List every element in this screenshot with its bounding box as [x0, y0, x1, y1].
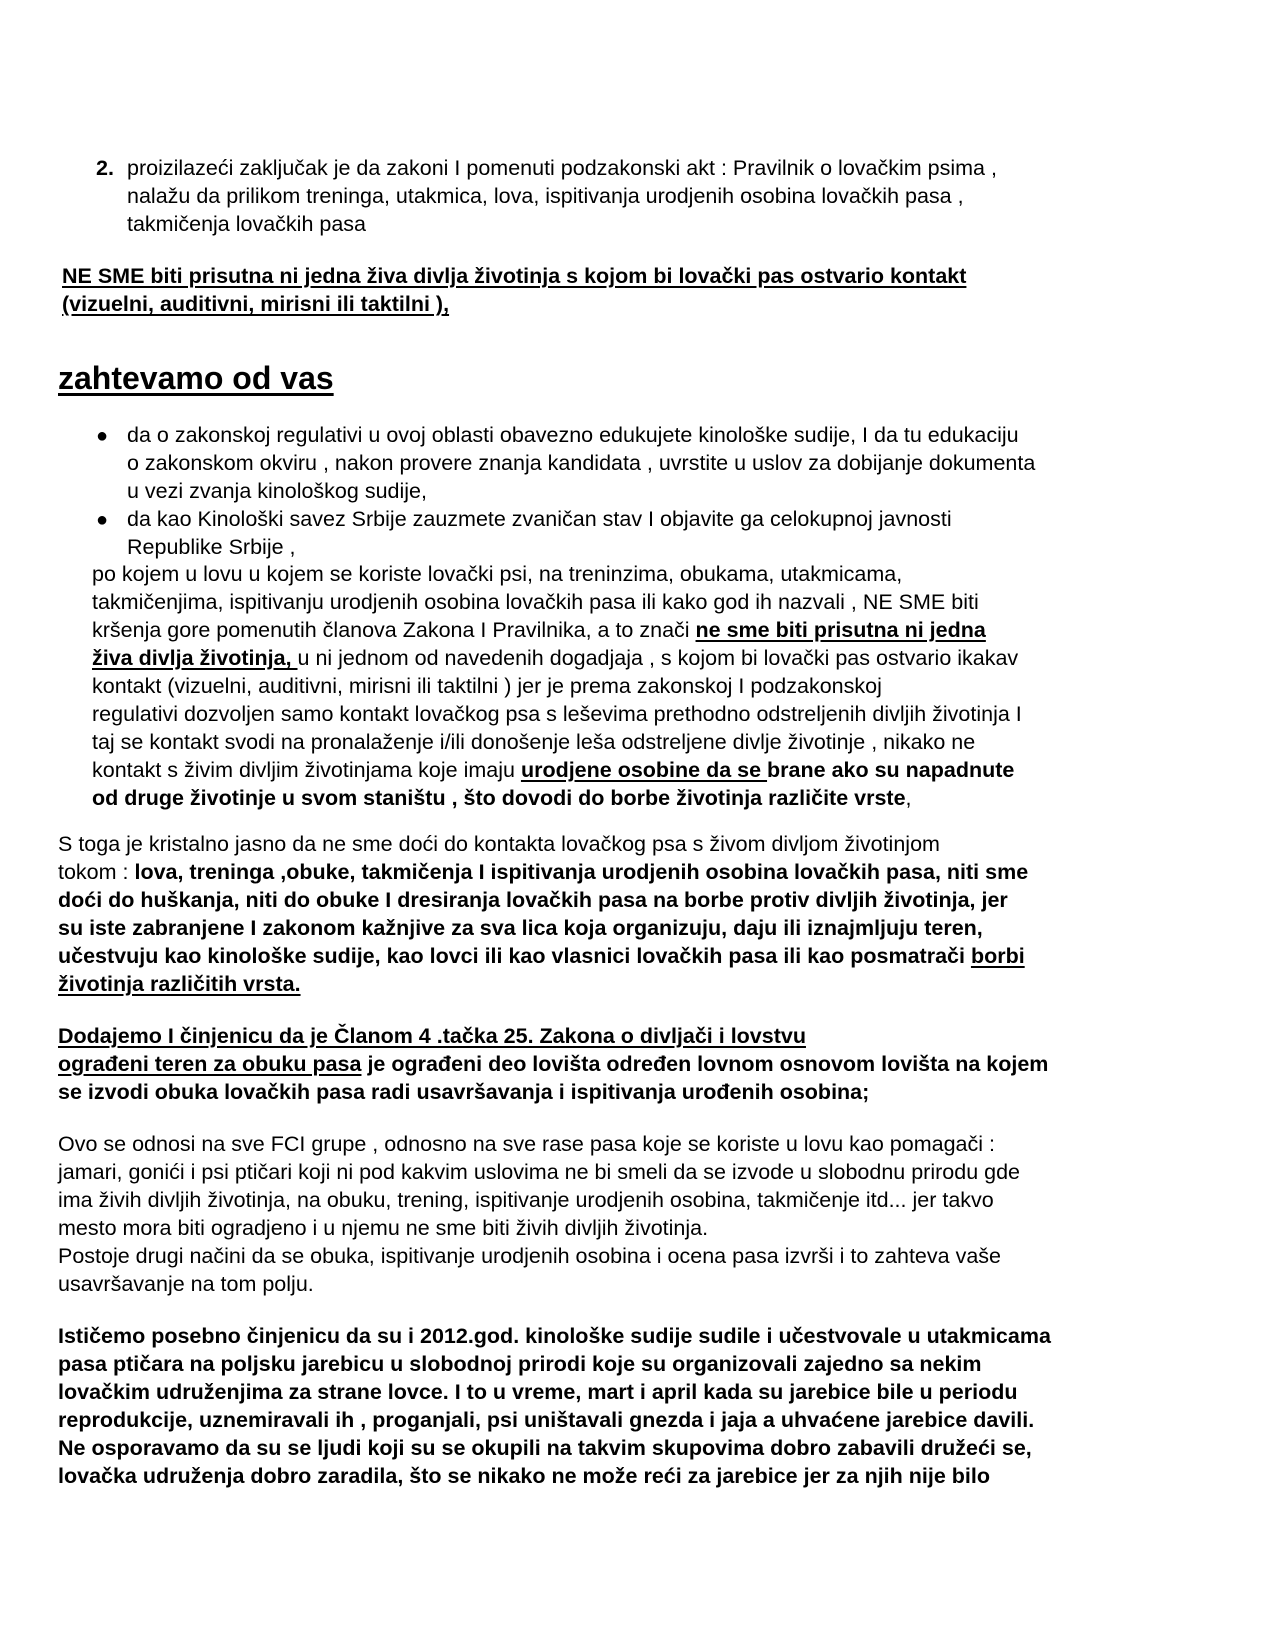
text-segment: kontakt s živim divljim životinjama koje imaju	[92, 758, 521, 782]
text-line: kontakt (vizuelni, auditivni, mirisni ili taktilni ) jer je prema zakonskoj I podzakonskoj	[92, 674, 882, 698]
text-line	[92, 616, 1022, 644]
text-line: S toga je kristalno jasno da ne sme doći do kontakta lovačkog psa s živom divljom životinjom	[58, 832, 940, 856]
paragraph-continuation	[92, 560, 1022, 812]
text-line: nalažu da prilikom treninga, utakmica, lova, ispitivanja urodjenih osobina lovačkih pasa ,	[127, 184, 964, 208]
text-line: ima živih divljih životinja, na obuku, trening, ispitivanje urodjenih osobina, takmičenje itd... jer takvo	[58, 1188, 994, 1212]
text-line: su iste zabranjene I zakonom kažnjive za sva lica koja organizuju, daju ili iznajmljuju teren,	[58, 916, 983, 940]
text-line	[58, 942, 1028, 970]
emphasis-text: ne sme biti prisutna ni jedna	[695, 618, 986, 642]
text-segment: kršenja gore pomenutih članova Zakona I Pravilnika, a to znači	[92, 618, 696, 642]
text-line: regulativi dozvoljen samo kontakt lovačkog psa s leševima prethodno odstreljenih divljih životinja I	[92, 702, 1022, 726]
text-line	[58, 858, 1028, 886]
text-line: Ne osporavamo da su se ljudi koji su se okupili na takvim skupovima dobro zabavili družeći se,	[58, 1436, 1032, 1460]
text-line: takmičenja lovačkih pasa	[127, 212, 367, 236]
text-line: da o zakonskoj regulativi u ovoj oblasti obavezno edukujete kinološke sudije, I da tu edukaciju	[127, 423, 1019, 447]
text-line: po kojem u lovu u kojem se koriste lovački psi, na treninzima, obukama, utakmicama,	[92, 562, 903, 586]
warning-statement	[62, 262, 966, 318]
text-line	[92, 784, 1022, 812]
text-line	[92, 644, 1022, 672]
text-line: usavršavanje na tom polju.	[58, 1272, 314, 1296]
text-line: Dodajemo I činjenicu da je Članom 4 .tačka 25. Zakona o divljači i lovstvu	[58, 1024, 806, 1048]
paragraph	[58, 830, 1028, 998]
text-segment: tokom :	[58, 860, 135, 884]
text-line: Ističemo posebno činjenicu da su i 2012.god. kinološke sudije sudile i učestvovale u utakmicama	[58, 1324, 1051, 1348]
text-line: (vizuelni, auditivni, mirisni ili taktilni ),	[62, 292, 450, 316]
bold-text: lova, treninga ,obuke, takmičenja I ispitivanja urodjenih osobina lovačkih pasa, niti sme	[134, 860, 1029, 884]
item-2-text	[127, 154, 997, 238]
paragraph	[58, 1130, 1020, 1298]
text-line: Republike Srbije ,	[127, 535, 296, 559]
bold-text: od druge životinje u svom staništu , što dovodi do borbe životinja različite vrste	[92, 786, 906, 810]
emphasis-text: borbi	[970, 944, 1025, 968]
emphasis-text: živa divlja životinja,	[92, 646, 298, 670]
text-line: proizilazeći zaključak je da zakoni I pomenuti podzakonski akt : Pravilnik o lovačkim psima ,	[127, 156, 997, 180]
text-line: lovačka udruženja dobro zaradila, što se nikako ne može reći za jarebice jer za njih nije bilo	[58, 1464, 990, 1488]
text-line: pasa ptičara na poljsku jarebicu u slobodnoj prirodi koje su organizovali zajedno sa nekim	[58, 1352, 982, 1376]
text-line: reprodukcije, uznemiravali ih , proganjali, psi uništavali gnezda i jaja a uhvaćene jarebice davili.	[58, 1408, 1035, 1432]
text-segment: učestvuju kao kinološke sudije, kao lovci ili kao vlasnici lovačkih pasa ili kao posmatrači	[58, 944, 971, 968]
list-item	[127, 421, 1035, 505]
text-line: NE SME biti prisutna ni jedna živa divlja životinja s kojom bi lovački pas ostvario kontakt	[62, 264, 967, 288]
text-line: životinja različitih vrsta.	[58, 972, 301, 996]
text-line: mesto mora biti ogradjeno i u njemu ne sme biti živih divljih životinja.	[58, 1216, 709, 1240]
text-line: jamari, gonići i psi ptičari koji ni pod kakvim uslovima ne bi smeli da se izvode u slobodnu prirodu gde	[58, 1160, 1020, 1184]
bullet-icon: ●	[96, 509, 109, 531]
text-line: Ovo se odnosi na sve FCI grupe , odnosno na sve rase pasa koje se koriste u lovu kao pomagači :	[58, 1132, 995, 1156]
item-number: 2.	[96, 156, 114, 180]
bullet-icon: ●	[96, 425, 109, 447]
emphasis-text: urodjene osobine da se	[520, 758, 768, 782]
paragraph	[58, 1022, 1048, 1106]
paragraph	[58, 1322, 1051, 1490]
text-line: o zakonskom okviru , nakon provere znanja kandidata , uvrstite u uslov za dobijanje dokumenta	[127, 451, 1036, 475]
text-line: lovačkim udruženjima za strane lovce. I to u vreme, mart i april kada su jarebice bile u periodu	[58, 1380, 1018, 1404]
text-line: da kao Kinološki savez Srbije zauzmete zvaničan stav I objavite ga celokupnoj javnosti	[127, 507, 952, 531]
text-segment: u ni jednom od navedenih dogadjaja , s kojom bi lovački pas ostvario ikakav	[297, 646, 1019, 670]
text-line: u vezi zvanja kinološkog sudije,	[127, 479, 427, 503]
text-line	[58, 1050, 1048, 1078]
emphasis-text: ograđeni teren za obuku pasa	[58, 1052, 362, 1076]
list-item	[127, 505, 952, 561]
bold-text: brane ako su napadnute	[767, 758, 1015, 782]
text-segment: ,	[905, 786, 912, 810]
text-line: Postoje drugi načini da se obuka, ispitivanje urodjenih osobina i ocena pasa izvrši i to zahteva vaše	[58, 1244, 1001, 1268]
text-line: takmičenjima, ispitivanju urodjenih osobina lovačkih pasa ili kako god ih nazvali , NE SME biti	[92, 590, 979, 614]
text-line: taj se kontakt svodi na pronalaženje i/ili donošenje leša odstreljene divlje životinje , nikako ne	[92, 730, 976, 754]
text-line: doći do huškanja, niti do obuke I dresiranja lovačkih pasa na borbe protiv divljih životinja, jer	[58, 888, 1008, 912]
text-line	[92, 756, 1022, 784]
section-heading: zahtevamo od vas	[58, 360, 334, 396]
text-segment: je ograđeni deo lovišta određen lovnom osnovom lovišta na kojem	[361, 1052, 1049, 1076]
text-line: se izvodi obuka lovačkih pasa radi usavršavanja i ispitivanja urođenih osobina;	[58, 1080, 870, 1104]
